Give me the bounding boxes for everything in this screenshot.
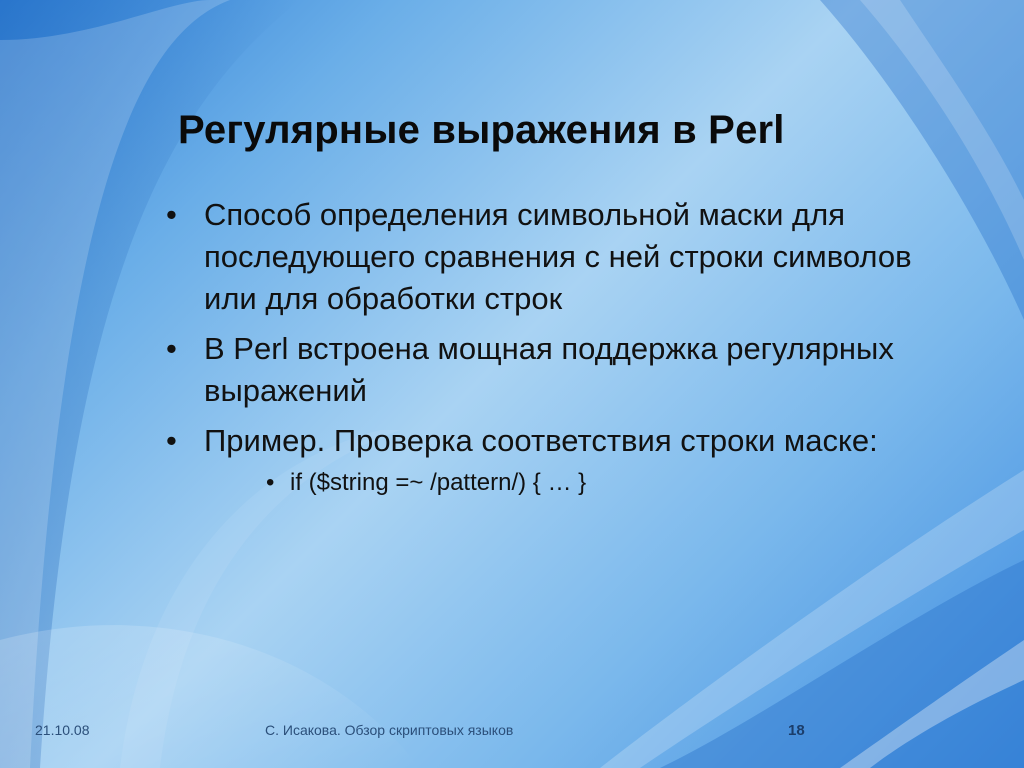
code-example-text: if ($string =~ /pattern/) { … } [290, 469, 587, 496]
sub-bullet-item [266, 466, 926, 500]
bullet-list [166, 194, 926, 508]
slide-number: 18 [788, 722, 805, 739]
sub-bullet-list [266, 466, 926, 500]
bullet-dot-icon: • [166, 423, 177, 458]
bullet-dot-icon: • [166, 197, 177, 232]
bullet-text: Пример. Проверка соответствия строки маске: [204, 423, 878, 458]
bullet-dot-icon: • [266, 469, 275, 496]
footer-date: 21.10.08 [35, 722, 90, 738]
bullet-text: Способ определения символьной маски для последующего сравнения с ней строки символов или для обработки строк [204, 197, 912, 316]
footer-title: С. Исакова. Обзор скриптовых языков [265, 722, 514, 738]
bullet-item [166, 328, 926, 412]
bullet-item [166, 420, 926, 500]
bullet-dot-icon: • [166, 331, 177, 366]
bullet-text: В Perl встроена мощная поддержка регулярных выражений [204, 331, 894, 408]
slide-title: Регулярные выражения в Perl [178, 108, 785, 152]
bullet-item [166, 194, 926, 320]
